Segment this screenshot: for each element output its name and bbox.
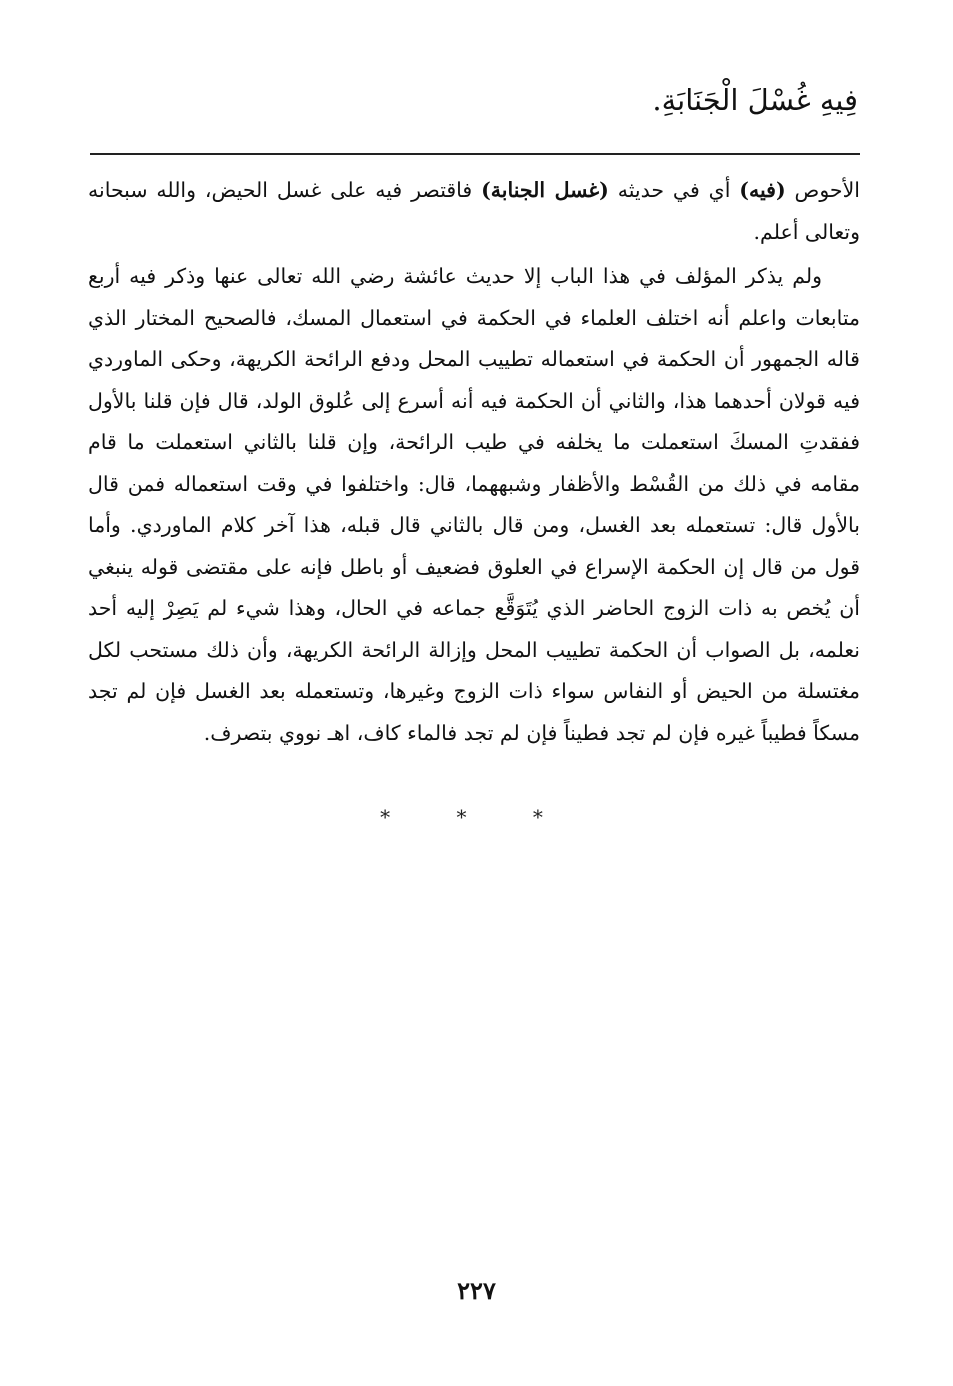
- running-header: فِيهِ غُسْلَ الْجَنَابَةِ.: [652, 83, 858, 117]
- page-number: ٢٢٧: [457, 1276, 496, 1305]
- quoted-term-ghusl-al-janabah: (غسل الجنابة): [481, 178, 609, 202]
- quoted-term-fihi: (فيه): [739, 178, 786, 202]
- paragraph-1: [88, 170, 860, 253]
- text-run: أي في حديثه: [608, 178, 740, 202]
- text-run: الأحوص: [785, 178, 860, 202]
- text-run: فاقتصر فيه على غسل الحيض، والله سبحانه وتعالى أعلم.: [88, 178, 860, 244]
- main-text: [88, 170, 860, 754]
- paragraph-2: ولم يذكر المؤلف في هذا الباب إلا حديث عائشة رضي الله تعالى عنها وذكر فيه أربع متابعات واعلم أنه اختلف العلماء في الحكمة في استعمال المسك، فالصحيح المختار الذي قاله الجمهور أن الحكمة في استعماله تطييب المحل ودفع الرائحة الكريهة، وحكى الماوردي فيه قولان أحدهما هذا، والثاني أن الحكمة فيه أنه أسرع إلى عُلوق الولد، قال فإن قلنا بالأول ففقدتِ المسكَ استعملت ما يخلفه في طيب الرائحة، وإن قلنا بالثاني استعملت ما قام مقامه في ذلك من القُسْط والأظفار وشبههما، قال: واختلفوا في وقت استعماله فمن قال بالأول قال: تستعمله بعد الغسل، ومن قال بالثاني قال قبله، هذا آخر كلام الماوردي. وأما قول من قال إن الحكمة الإسراع في العلوق فضعيف أو باطل فإنه على مقتضى قوله ينبغي أن يُخص به ذات الزوج الحاضر الذي يُتَوَقَّع جماعه في الحال، وهذا شيء لم يَصِرْ إليه أحد نعلمه، بل الصواب أن الحكمة تطييب المحل وإزالة الرائحة الكريهة، وأن ذلك مستحب لكل مغتسلة من الحيض أو النفاس سواء ذات الزوج وغيرها، وتستعمله بعد الغسل فإن لم تجد مسكاً فطيباً غيره فإن لم تجد فطيناً فإن لم تجد فالماء كاف، اهـ نووي بتصرف.: [88, 264, 860, 745]
- section-separator-stars: * * *: [380, 805, 573, 829]
- header-rule: [90, 153, 860, 155]
